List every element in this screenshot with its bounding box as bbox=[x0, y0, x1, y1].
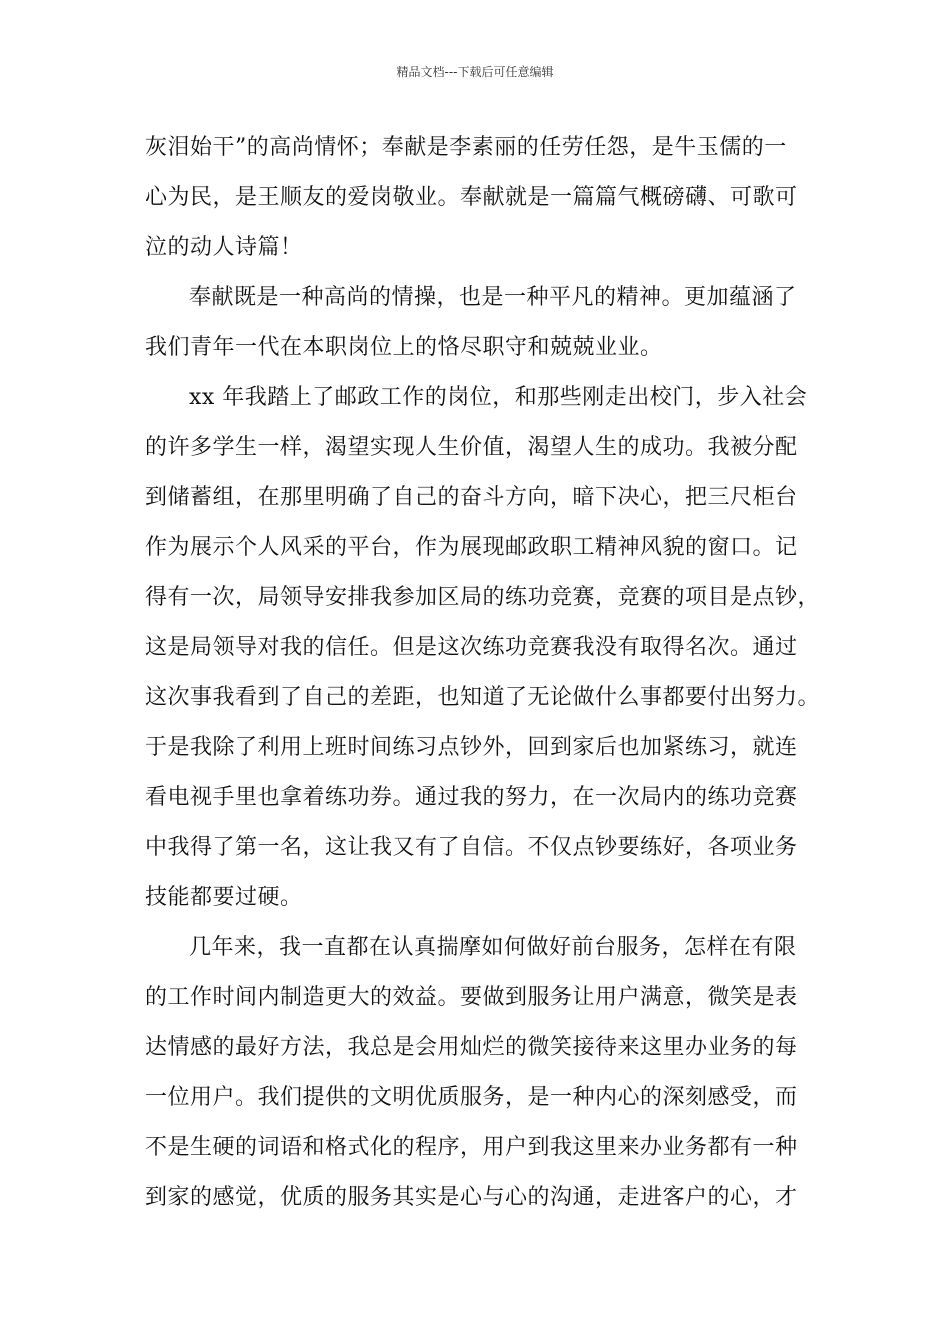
text-line: 的许多学生一样，渴望实现人生价值，渴望人生的成功。我被分配 bbox=[145, 435, 798, 460]
paragraph-1 bbox=[145, 123, 825, 273]
text-line: 达情感的最好方法，我总是会用灿烂的微笑接待来这里办业务的每 bbox=[145, 1035, 798, 1060]
text-line: 我们青年一代在本职岗位上的恪尽职守和兢兢业业。 bbox=[145, 335, 663, 360]
text-line: 到储蓄组，在那里明确了自己的奋斗方向，暗下决心，把三尺柜台 bbox=[145, 485, 798, 510]
document-body bbox=[145, 123, 825, 1223]
text-line: xx 年我踏上了邮政工作的岗位，和那些刚走出校门，步入社会 bbox=[189, 385, 808, 410]
text-line: 泣的动人诗篇！ bbox=[145, 235, 303, 260]
text-line: 心为民，是王顺友的爱岗敬业。奉献就是一篇篇气概磅礴、可歌可 bbox=[145, 185, 798, 210]
text-line: 作为展示个人风采的平台，作为展现邮政职工精神风貌的窗口。记 bbox=[145, 535, 798, 560]
text-line: 奉献既是一种高尚的情操，也是一种平凡的精神。更加蕴涵了 bbox=[189, 285, 797, 310]
paragraph-4 bbox=[145, 923, 825, 1223]
text-line: 灰泪始干”的高尚情怀；奉献是李素丽的任劳任怨，是牛玉儒的一 bbox=[145, 135, 787, 160]
text-line: 于是我除了利用上班时间练习点钞外，回到家后也加紧练习，就连 bbox=[145, 735, 798, 760]
paragraph-2 bbox=[145, 273, 825, 373]
paragraph-3 bbox=[145, 373, 825, 923]
text-line: 几年来，我一直都在认真揣摩如何做好前台服务，怎样在有限 bbox=[189, 935, 797, 960]
text-line: 技能都要过硬。 bbox=[145, 885, 303, 910]
text-line: 的工作时间内制造更大的效益。要做到服务让用户满意，微笑是表 bbox=[145, 985, 798, 1010]
text-line: 中我得了第一名，这让我又有了自信。不仅点钞要练好，各项业务 bbox=[145, 835, 798, 860]
text-line: 看电视手里也拿着练功券。通过我的努力，在一次局内的练功竞赛 bbox=[145, 785, 798, 810]
page-header: 精品文档---下载后可任意编辑 bbox=[396, 65, 554, 79]
text-line: 到家的感觉，优质的服务其实是心与心的沟通，走进客户的心，才 bbox=[145, 1185, 798, 1210]
text-line: 得有一次，局领导安排我参加区局的练功竞赛，竞赛的项目是点钞， bbox=[145, 585, 821, 610]
text-line: 这是局领导对我的信任。但是这次练功竞赛我没有取得名次。通过 bbox=[145, 635, 798, 660]
text-line: 不是生硬的词语和格式化的程序，用户到我这里来办业务都有一种 bbox=[145, 1135, 798, 1160]
text-line: 这次事我看到了自己的差距，也知道了无论做什么事都要付出努力。 bbox=[145, 685, 821, 710]
text-line: 一位用户。我们提供的文明优质服务，是一种内心的深刻感受，而 bbox=[145, 1085, 798, 1110]
